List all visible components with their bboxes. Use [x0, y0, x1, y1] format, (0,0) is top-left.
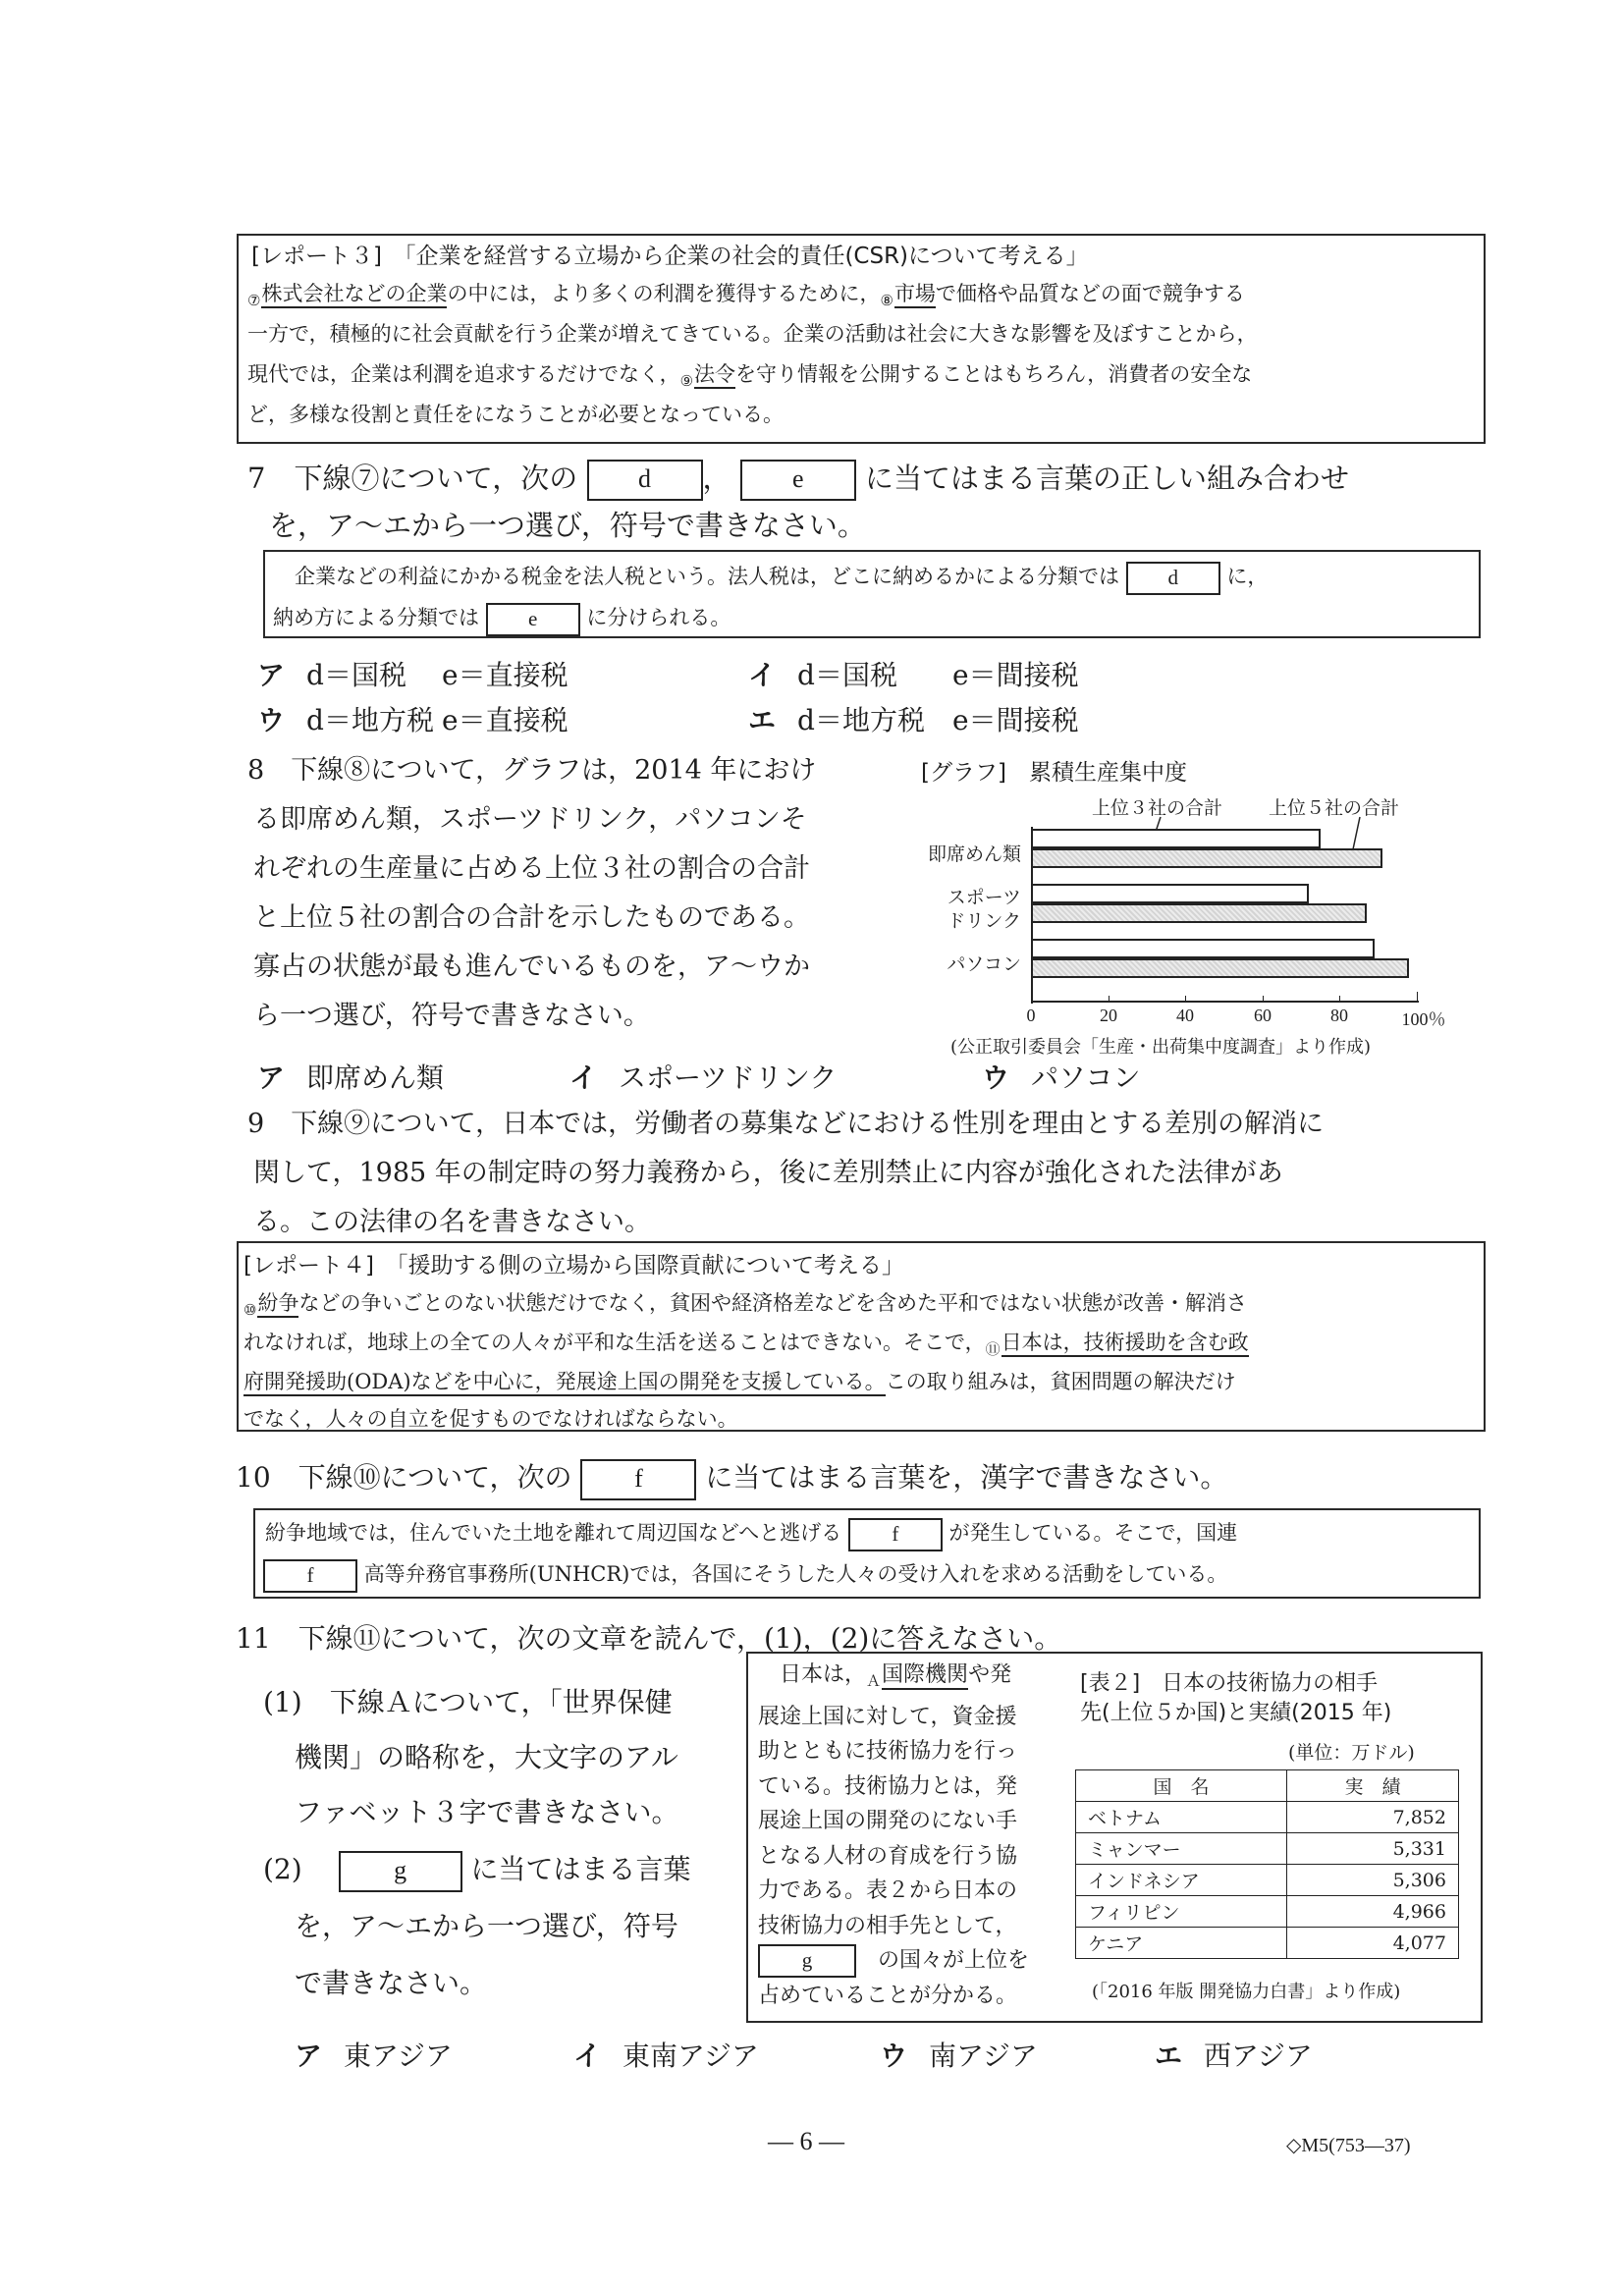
report3-heading: [レポート３] 「企業を経営する立場から企業の社会的責任(CSR)について考える」: [251, 244, 1089, 269]
table2-title: [表２] 日本の技術協力の相手 先(上位５か国)と実績(2015 年): [1080, 1671, 1392, 1725]
report4-line-3: 府開発援助(ODA)などを中心に，発展途上国の開発を支援している。この取り組みは，貧困問題の解決だけ: [244, 1365, 1236, 1398]
q7-box-line2: 納め方による分類では e に分けられる。: [273, 599, 731, 636]
report4-line-2: れなければ，地球上の全ての人々が平和な生活を送ることはできない。そこで，$_⑪$日本は，技術援助を含む政: [244, 1331, 1249, 1359]
underline-a: 国際機関: [882, 1662, 968, 1690]
report3-line-3: 現代では，企業は利潤を追求するだけでなく，$_⑨$法令を守り情報を公開することはもちろん，消費者の安全な: [247, 362, 1253, 391]
category-pc: パソコン: [947, 953, 1021, 975]
blank-e: e: [740, 460, 856, 501]
q8-choice-u: ウ パソコン: [982, 1061, 1141, 1094]
q11-choice-a: ア 東アジア: [295, 2040, 453, 2072]
q7-choice-e: エ d＝地方税 e＝間接税: [748, 704, 1079, 736]
q8-line-6: ら一つ選び，符号で書きなさい。: [253, 1001, 650, 1031]
q11-choice-i: イ 東南アジア: [573, 2040, 759, 2072]
underline-7: 株式会社などの企業: [261, 282, 447, 308]
blank-g: g: [339, 1851, 462, 1892]
x-axis-line: [1031, 1001, 1419, 1003]
q8-line-5: 寡占の状態が最も進んでいるものを，ア～ウか: [253, 952, 810, 982]
q10-prompt: 10 下線⑩について，次の f に当てはまる言葉を，漢字で書きなさい。: [236, 1455, 1227, 1500]
q7-choice-i: イ d＝国税 e＝間接税: [748, 659, 1079, 691]
x-tick-40: 40: [1176, 1006, 1194, 1025]
report3-line-4: ど，多様な役割と責任をになうことが必要となっている。: [247, 403, 784, 426]
q8-choice-a: ア 即席めん類: [257, 1061, 445, 1094]
exam-code: ◇M5(753―37): [1286, 2135, 1411, 2156]
blank-e-small: e: [486, 603, 580, 636]
tick-mark-80: [1339, 996, 1340, 1002]
q9-line-1: 9 下線⑨について，日本では，労働者の募集などにおける性別を理由とする差別の解消に: [247, 1109, 1325, 1139]
q11-passage: 日本は，$_A$国際機関や発 展途上国に対して，資金援 助とともに技術協力を行っ ている。技術協力とは，発 展途上国の開発のにない手 となる人材の育成を行う協 力である。表２から日本の 技術協力の相手先として， g の国々が上位を 占めていることが分かる。: [758, 1662, 1030, 2008]
q7-choice-u: ウ d＝地方税 e＝直接税: [257, 704, 568, 736]
q8-line-1: 8 下線⑧について，グラフは，2014 年におけ: [247, 755, 817, 786]
underline-11a: 日本は，技術援助を含む政: [1001, 1331, 1249, 1357]
bar-instant-noodles-top3: [1031, 829, 1321, 848]
blank-g-small: g: [758, 1944, 856, 1978]
x-tick-100: 100％: [1401, 1009, 1446, 1029]
q7-choice-a: ア d＝国税 e＝直接税: [257, 659, 568, 691]
table2-grid: [1075, 1769, 1459, 1959]
bar-sports-drink-top3: [1031, 884, 1309, 903]
q10-box-line1: 紛争地域では，住んでいた土地を離れて周辺国などへと逃げる f が発生している。そこで，国連: [265, 1514, 1237, 1551]
blank-d-small: d: [1126, 562, 1220, 595]
blank-f-small-1: f: [848, 1518, 943, 1551]
q9-line-2: 関して，1985 年の制定時の努力義務から，後に差別禁止に内容が強化された法律があ: [253, 1158, 1283, 1188]
report3-line-1: $_⑦$株式会社などの企業の中には，より多くの利潤を獲得するために，$_⑧$市場で価格や品質などの面で競争する: [247, 282, 1245, 310]
x-tick-80: 80: [1330, 1006, 1348, 1025]
table-header-row: 国 名 実 績: [1076, 1770, 1459, 1802]
underline-9: 法令: [694, 362, 735, 389]
report4-line-1: $_⑩$紛争などの争いごとのない状態だけでなく，貧困や経済格差などを含めた平和ではない状態が改善・解消さ: [244, 1291, 1248, 1320]
tick-mark-100: [1417, 992, 1418, 1002]
q7-box-line1: 企業などの利益にかかる税金を法人税という。法人税は，どこに納めるかによる分類では d に，: [295, 558, 1268, 595]
q7-prompt: 7 下線⑦について，次の d ， e に当てはまる言葉の正しい組み合わせ: [247, 456, 1349, 501]
q11-choice-e: エ 西アジア: [1155, 2040, 1313, 2072]
q11-sub1-line2: 機関」の略称を，大文字のアル: [295, 1741, 678, 1773]
blank-d: d: [587, 460, 703, 501]
table-row: インドネシア 5,306: [1076, 1865, 1459, 1896]
table2: [1075, 1769, 1459, 1959]
report4-heading: [レポート４] 「援助する側の立場から国際貢献について考える」: [244, 1253, 904, 1279]
q8-line-2: る即席めん類，スポーツドリンク，パソコンそ: [253, 804, 807, 835]
q9-line-3: る。この法律の名を書きなさい。: [253, 1207, 651, 1237]
report4-line-4: でなく，人々の自立を促すものでなければならない。: [244, 1407, 738, 1431]
q11-choice-u: ウ 南アジア: [880, 2040, 1038, 2072]
table-row: フィリピン 4,966: [1076, 1896, 1459, 1928]
bar-instant-noodles-top5: [1031, 848, 1382, 868]
category-instant-noodles: 即席めん類: [927, 843, 1021, 865]
q8-line-4: と上位５社の割合の合計を示したものである。: [253, 902, 810, 933]
table-row: ベトナム 7,852: [1076, 1802, 1459, 1833]
x-tick-20: 20: [1100, 1006, 1117, 1025]
chart-source: (公正取引委員会「生産・出荷集中度調査」より作成): [950, 1037, 1372, 1058]
table2-unit: (単位：万ドル): [1288, 1742, 1415, 1764]
underline-10: 紛争: [257, 1291, 298, 1318]
table2-source: (「2016 年版 開発協力白書」より作成): [1092, 1982, 1401, 2002]
q11-prompt: 11 下線⑪について，次の文章を読んで，(1)，(2)に答えなさい。: [236, 1622, 1062, 1655]
table-row: ケニア 4,077: [1076, 1928, 1459, 1959]
tick-mark-20: [1109, 996, 1110, 1002]
bar-pc-top5: [1031, 958, 1409, 978]
bar-sports-drink-top5: [1031, 903, 1367, 923]
legend-top3: 上位３社の合計: [1092, 797, 1223, 819]
tick-mark-40: [1185, 996, 1186, 1002]
tick-mark-60: [1263, 996, 1264, 1002]
bar-pc-top3: [1031, 939, 1375, 958]
q10-box-line2: f 高等弁務官事務所(UNHCR)では，各国にそうした人々の受け入れを求める活動をしている。: [263, 1555, 1227, 1593]
table-row: ミャンマー 5,331: [1076, 1833, 1459, 1865]
chart-title: [グラフ] 累積生産集中度: [921, 760, 1187, 786]
q11-sub2-line1: (2) g に当てはまる言葉: [263, 1842, 691, 1897]
category-sports-drink: スポーツ ドリンク: [947, 887, 1021, 932]
q7-prompt-line2: を，ア～エから一つ選び，符号で書きなさい。: [269, 509, 866, 542]
q8-line-3: れぞれの生産量に占める上位３社の割合の合計: [253, 853, 810, 884]
q8-choice-i: イ スポーツドリンク: [569, 1061, 838, 1094]
legend-top5: 上位５社の合計: [1269, 797, 1400, 819]
x-tick-0: 0: [1026, 1006, 1036, 1025]
chart-plot-area: [1031, 827, 1419, 1004]
x-tick-60: 60: [1254, 1006, 1272, 1025]
blank-f-small-2: f: [263, 1559, 357, 1593]
page-number: ― 6 ―: [768, 2127, 844, 2155]
q11-sub1-line1: (1) 下線Ａについて，「世界保健: [263, 1686, 673, 1718]
q11-sub1-line3: ファベット３字で書きなさい。: [295, 1796, 679, 1828]
q11-sub2-line2: を，ア～エから一つ選び，符号: [295, 1910, 678, 1942]
q11-sub2-line3: で書きなさい。: [295, 1967, 488, 1999]
blank-f: f: [580, 1459, 696, 1500]
underline-8: 市場: [894, 282, 936, 308]
underline-11b: 府開発援助(ODA)などを中心に，発展途上国の開発を支援している。: [244, 1370, 886, 1396]
report3-line-2: 一方で，積極的に社会貢献を行う企業が増えてきている。企業の活動は社会に大きな影響を及ぼすことから，: [247, 322, 1258, 346]
